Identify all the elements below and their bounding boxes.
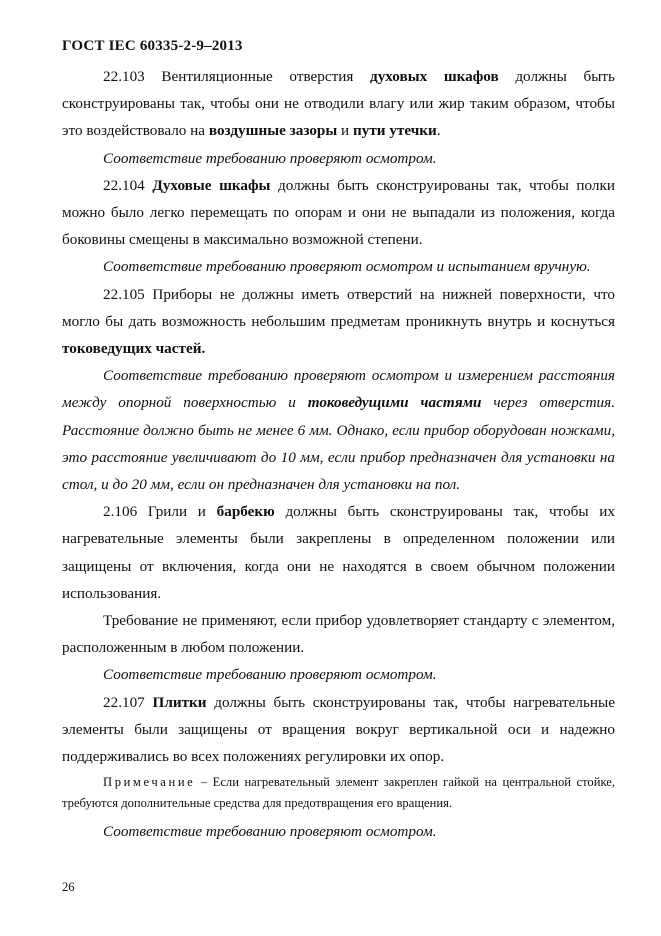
text-run: должны быть сконструированы так, чтобы нагревательные элементы были защищены от вращения вокруг вертикальной оси и надежно поддерживались во всех положениях регулировки их опор. [62, 693, 615, 766]
requirement-paragraph [62, 63, 615, 145]
note-paragraph [62, 772, 615, 814]
text-run: должны быть сконструированы так, чтобы полки можно было легко перемещать по опорам и они не выпадали из положения, когда боковины смещены в максимально возможной степени. [62, 176, 616, 249]
bold-term: пути утечки [352, 122, 437, 140]
note-label: Примечание [103, 775, 196, 790]
bold-term: токоведущими частями [307, 394, 482, 412]
text-run: Соответствие требованию проверяют осмотром и испытанием вручную. [103, 258, 591, 276]
compliance-paragraph [62, 145, 615, 172]
bold-term: воздушные зазоры [208, 122, 338, 140]
text-run: Соответствие требованию проверяют осмотром. [103, 149, 437, 167]
text-run: должны быть сконструированы так, чтобы они не отводили влагу или жир таким образом, чтобы это воздействовало на [62, 68, 615, 140]
document-header-title: ГОСТ IEC 60335-2-9–2013 [62, 38, 243, 54]
bold-term: барбекю [216, 503, 275, 521]
requirement-paragraph [62, 281, 615, 363]
text-run: 2.106 Грили и [103, 503, 217, 521]
text-run: 22.104 [103, 176, 153, 194]
requirement-paragraph [62, 498, 615, 607]
document-body [62, 63, 615, 845]
bold-term: Духовые шкафы [152, 176, 271, 194]
text-run: 22.107 [103, 693, 153, 711]
compliance-paragraph [62, 818, 615, 845]
text-run: Соответствие требованию проверяют осмотром и измерением расстояния между опорной поверхностью и [62, 367, 615, 412]
text-run: – Если нагревательный элемент закреплен гайкой на центральной стойке, требуются дополнительные средства для предотвращения его вращения. [62, 775, 615, 811]
text-run: 22.103 Вентиляционные отверстия [103, 68, 371, 85]
bold-term: духовых шкафов [370, 68, 499, 85]
text-run: через отверстия. Расстояние должно быть не менее 6 мм. Однако, если прибор оборудован ножками, это расстояние увеличивают до 10 мм, если прибор предназначен для установки на стол, и до 20 мм, если он предназначен для установки на пол. [62, 394, 615, 494]
text-run: Соответствие требованию проверяют осмотром. [103, 823, 437, 841]
requirement-paragraph [62, 172, 615, 254]
requirement-paragraph [62, 607, 615, 661]
compliance-paragraph [62, 661, 615, 688]
text-run: . [436, 122, 441, 140]
page-number: 26 [62, 880, 75, 894]
requirement-paragraph [62, 689, 615, 771]
text-run: и [337, 122, 353, 140]
compliance-paragraph [62, 253, 615, 280]
bold-term: Плитки [152, 693, 207, 711]
text-run: 22.105 Приборы не должны иметь отверстий на нижней поверхности, что могло бы дать возможность небольшим предметам проникнуть внутрь и коснуться [62, 285, 615, 330]
text-run: должны быть сконструированы так, чтобы их нагревательные элементы были закреплены в определенном положении или защищены от включения, когда они не находятся в своем обычном положении использования. [62, 503, 615, 602]
text-run: Соответствие требованию проверяют осмотром. [103, 666, 437, 684]
bold-term: токоведущих частей. [62, 340, 206, 358]
text-run: Требование не применяют, если прибор удовлетворяет стандарту с элементом, расположенным в любом положении. [62, 612, 615, 657]
compliance-paragraph [62, 362, 615, 498]
